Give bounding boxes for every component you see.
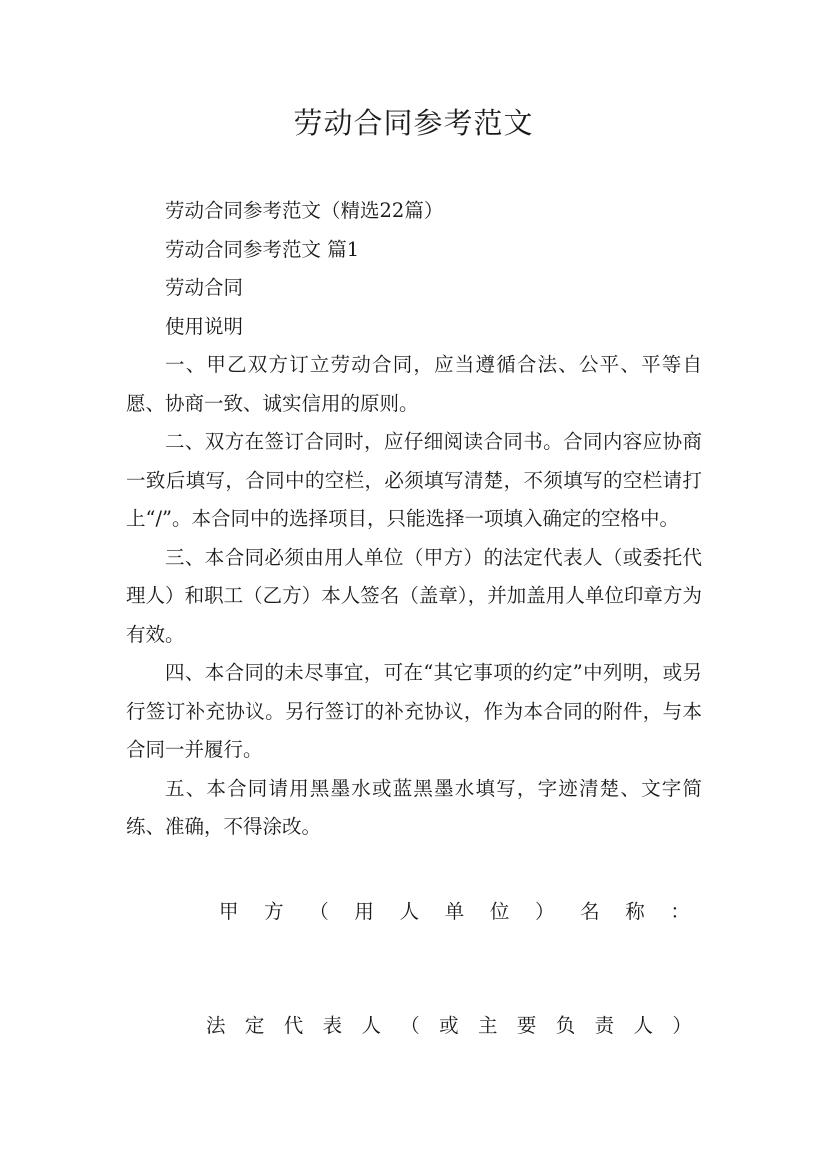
signature-char: ： (670, 900, 690, 923)
signature-char: 用 (354, 900, 374, 923)
signature-char: 责 (594, 1014, 615, 1037)
party-a-name-line (219, 893, 690, 931)
signature-char: 定 (244, 1014, 265, 1037)
signature-char: 人 (633, 1014, 653, 1037)
paragraph-clause-3: 三、本合同必须由用人单位（甲方）的法定代表人（或委托代理人）和职工（乙方）本人签名（盖章），并加盖用人单位印章方为有效。 (126, 545, 702, 646)
signature-char: 称 (625, 900, 645, 923)
paragraph-instructions-heading: 使用说明 (165, 314, 244, 338)
signature-char: （ (400, 1014, 420, 1037)
signature-char: 单 (444, 900, 465, 923)
paragraph-clause-1: 一、甲乙双方订立劳动合同，应当遵循合法、公平、平等自愿、协商一致、诚实信用的原则。 (126, 353, 702, 415)
signature-char: 人 (361, 1014, 381, 1037)
signature-char: 甲 (219, 900, 239, 923)
paragraph-clause-2: 二、双方在签订合同时，应仔细阅读合同书。合同内容应协商一致后填写，合同中的空栏，必须填写清楚，不须填写的空栏请打上“/”。本合同中的选择项目，只能选择一项填入确定的空格中。 (126, 430, 702, 530)
signature-char: 代 (283, 1014, 304, 1037)
paragraph-subtitle: 劳动合同参考范文（精选22篇） (165, 199, 444, 222)
paragraph-section-heading: 劳动合同参考范文 篇1 (165, 237, 360, 261)
signature-char: （ (309, 900, 329, 923)
signature-char: ） (534, 900, 555, 923)
signature-char: 法 (206, 1014, 226, 1037)
signature-char: 位 (489, 900, 510, 923)
signature-char: 人 (399, 900, 420, 923)
signature-char: 负 (555, 1014, 576, 1037)
paragraph-clause-4: 四、本合同的未尽事宜，可在“其它事项的约定”中列明，或另行签订补充协议。另行签订的补充协议，作为本合同的附件，与本合同一并履行。 (126, 661, 702, 761)
signature-char: 主 (478, 1014, 498, 1037)
signature-char: 或 (439, 1014, 459, 1037)
legal-representative-line (206, 1007, 692, 1045)
signature-char: ） (672, 1014, 692, 1037)
document-title: 劳动合同参考范文 (293, 106, 534, 140)
paragraph-clause-5: 五、本合同请用黑墨水或蓝黑墨水填写，字迹清楚、文字简练、准确，不得涂改。 (126, 776, 702, 838)
signature-char: 表 (322, 1014, 343, 1037)
document-body (126, 192, 702, 847)
signature-char: 要 (516, 1014, 537, 1037)
paragraph-contract-heading: 劳动合同 (165, 276, 244, 299)
signature-char: 名 (580, 900, 600, 923)
signature-char: 方 (264, 900, 284, 923)
